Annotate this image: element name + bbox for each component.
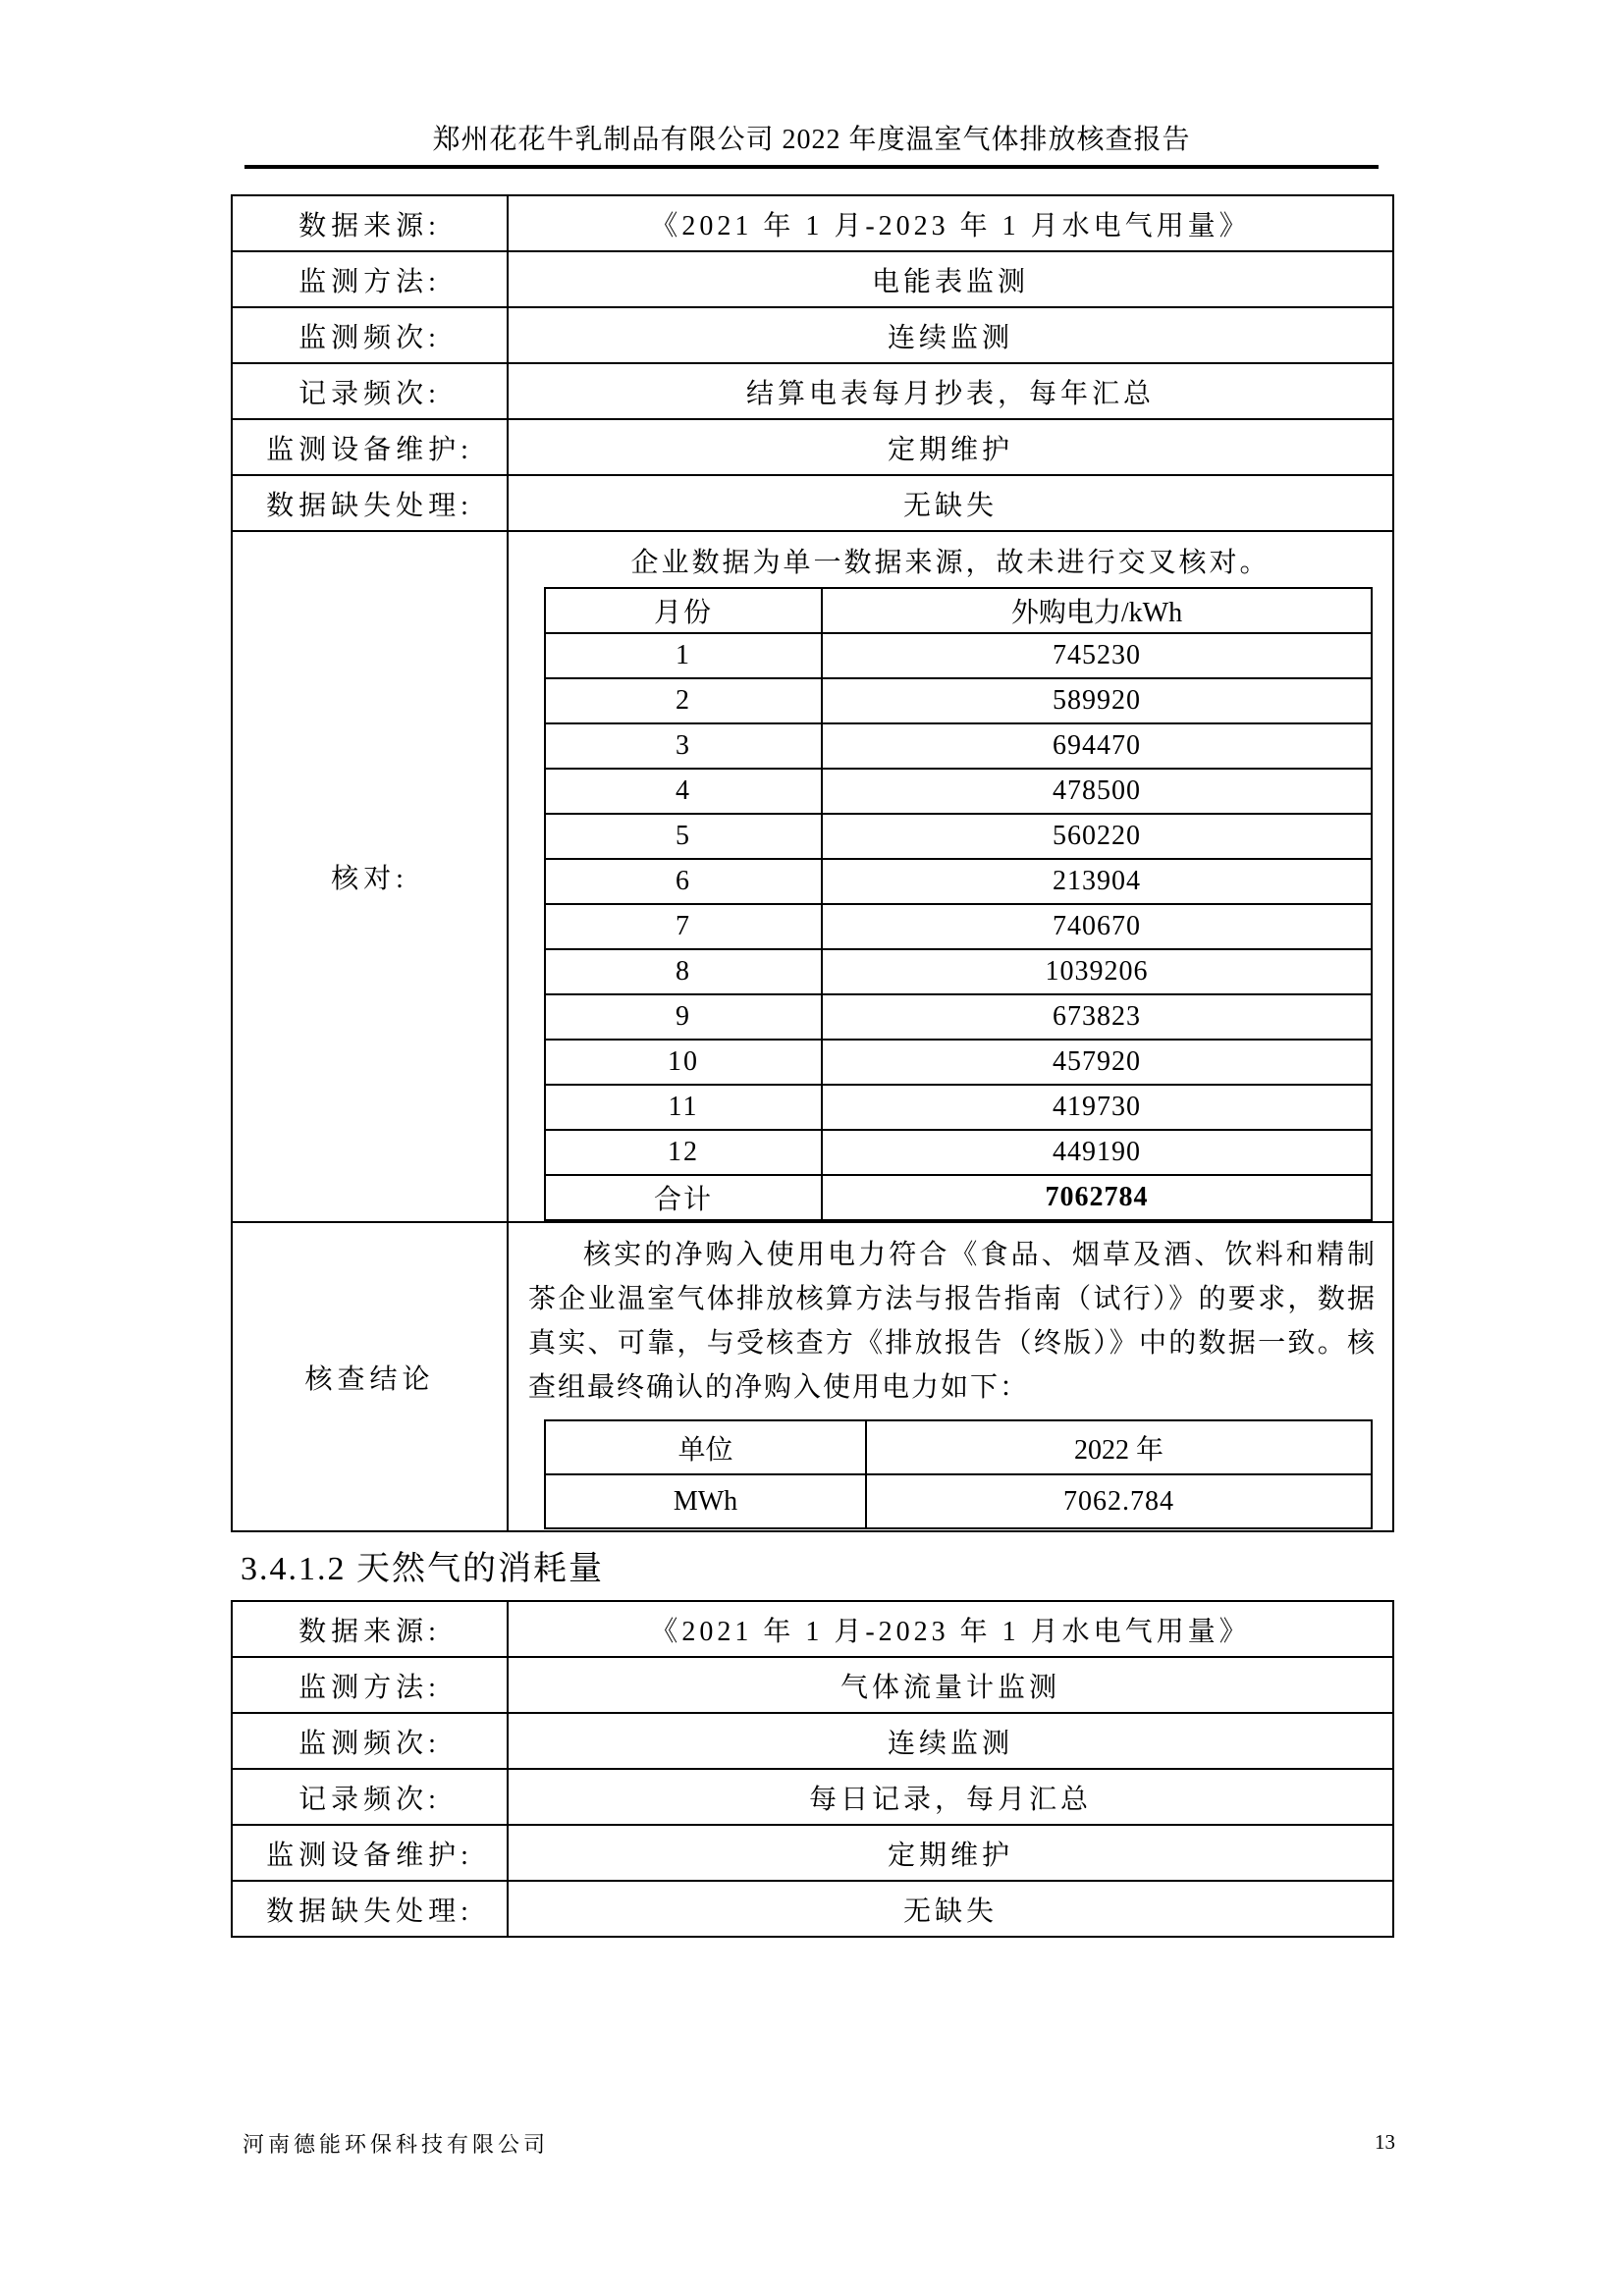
summary-header-row	[545, 1420, 1372, 1474]
year-column-header: 2022 年	[866, 1420, 1372, 1474]
kwh-cell: 694470	[822, 723, 1372, 769]
month-cell: 3	[545, 723, 822, 769]
cross-check-label: 核对:	[232, 531, 508, 1222]
summary-data-row	[545, 1474, 1372, 1528]
kwh-cell: 478500	[822, 769, 1372, 814]
monthly-data-row	[545, 1040, 1372, 1085]
total-kwh-value: 7062784	[822, 1175, 1372, 1220]
month-cell: 8	[545, 949, 822, 994]
row-label: 数据缺失处理:	[232, 1881, 508, 1937]
row-value: 《2021 年 1 月-2023 年 1 月水电气用量》	[508, 195, 1393, 251]
row-label: 监测频次:	[232, 307, 508, 363]
kwh-cell: 449190	[822, 1130, 1372, 1175]
table-row	[232, 251, 1393, 307]
confirmed-electricity-table	[544, 1419, 1373, 1529]
table-row	[232, 1657, 1393, 1713]
month-cell: 7	[545, 904, 822, 949]
mwh-value-cell: 7062.784	[866, 1474, 1372, 1528]
table-row	[232, 1601, 1393, 1657]
row-value: 定期维护	[508, 419, 1393, 475]
footer-company-name: 河南德能环保科技有限公司	[243, 2132, 550, 2157]
row-value: 连续监测	[508, 307, 1393, 363]
table-row	[232, 1713, 1393, 1769]
row-value: 结算电表每月抄表，每年汇总	[508, 363, 1393, 419]
row-value: 连续监测	[508, 1713, 1393, 1769]
month-cell: 1	[545, 633, 822, 678]
kwh-cell: 560220	[822, 814, 1372, 859]
month-cell: 10	[545, 1040, 822, 1085]
row-label: 监测方法:	[232, 251, 508, 307]
unit-cell: MWh	[545, 1474, 866, 1528]
cross-check-note: 企业数据为单一数据来源，故未进行交叉核对。	[630, 548, 1271, 578]
monthly-data-row	[545, 1085, 1372, 1130]
month-cell: 2	[545, 678, 822, 723]
table-row	[232, 419, 1393, 475]
cross-check-content	[508, 531, 1393, 1222]
row-value: 气体流量计监测	[508, 1657, 1393, 1713]
month-cell: 9	[545, 994, 822, 1040]
table-row	[232, 1881, 1393, 1937]
row-value: 每日记录，每月汇总	[508, 1769, 1393, 1825]
unit-column-header: 单位	[545, 1420, 866, 1474]
row-value: 无缺失	[508, 1881, 1393, 1937]
row-label: 监测方法:	[232, 1657, 508, 1713]
monthly-data-row	[545, 859, 1372, 904]
document-header-title: 郑州花花牛乳制品有限公司 2022 年度温室气体排放核查报告	[432, 125, 1191, 155]
table-row	[232, 195, 1393, 251]
row-label: 监测频次:	[232, 1713, 508, 1769]
month-cell: 6	[545, 859, 822, 904]
row-label: 记录频次:	[232, 1769, 508, 1825]
table-row	[232, 475, 1393, 531]
month-column-header: 月份	[545, 588, 822, 633]
row-label: 监测设备维护:	[232, 1825, 508, 1881]
conclusion-label: 核查结论	[232, 1222, 508, 1531]
monthly-electricity-table	[544, 587, 1373, 1221]
row-value: 电能表监测	[508, 251, 1393, 307]
footer-page-number: 13	[1375, 2130, 1395, 2154]
kwh-cell: 673823	[822, 994, 1372, 1040]
row-value: 定期维护	[508, 1825, 1393, 1881]
row-label: 数据缺失处理:	[232, 475, 508, 531]
monthly-data-row	[545, 769, 1372, 814]
kwh-cell: 1039206	[822, 949, 1372, 994]
kwh-cell: 213904	[822, 859, 1372, 904]
row-label: 数据来源:	[232, 195, 508, 251]
value-column-header: 外购电力/kWh	[822, 588, 1372, 633]
table-row	[232, 1825, 1393, 1881]
total-label: 合计	[545, 1175, 822, 1220]
kwh-cell: 419730	[822, 1085, 1372, 1130]
row-label: 数据来源:	[232, 1601, 508, 1657]
table-row	[232, 307, 1393, 363]
monthly-data-row	[545, 1130, 1372, 1175]
section-heading-natural-gas: 3.4.1.2 天然气的消耗量	[241, 1551, 604, 1587]
electricity-monitoring-table	[231, 194, 1394, 1532]
kwh-cell: 457920	[822, 1040, 1372, 1085]
cross-check-row	[232, 531, 1393, 1222]
row-label: 监测设备维护:	[232, 419, 508, 475]
row-value: 无缺失	[508, 475, 1393, 531]
conclusion-content	[508, 1222, 1393, 1531]
monthly-total-row	[545, 1175, 1372, 1220]
monthly-data-row	[545, 904, 1372, 949]
monthly-header-row	[545, 588, 1372, 633]
table-row	[232, 1769, 1393, 1825]
kwh-cell: 745230	[822, 633, 1372, 678]
monthly-data-row	[545, 678, 1372, 723]
month-cell: 11	[545, 1085, 822, 1130]
monthly-data-row	[545, 814, 1372, 859]
table-row	[232, 363, 1393, 419]
month-cell: 12	[545, 1130, 822, 1175]
conclusion-paragraph: 核实的净购入使用电力符合《食品、烟草及酒、饮料和精制茶企业温室气体排放核算方法与报告指南（试行）》的要求，数据真实、可靠，与受核查方《排放报告（终版）》中的数据一致。核查组最终确认的净购入使用电力如下：	[528, 1240, 1377, 1403]
kwh-cell: 589920	[822, 678, 1372, 723]
monthly-data-row	[545, 633, 1372, 678]
kwh-cell: 740670	[822, 904, 1372, 949]
monthly-data-row	[545, 723, 1372, 769]
gas-monitoring-table	[231, 1600, 1394, 1938]
header-divider-rule	[244, 165, 1379, 169]
monthly-data-row	[545, 949, 1372, 994]
month-cell: 5	[545, 814, 822, 859]
row-value: 《2021 年 1 月-2023 年 1 月水电气用量》	[508, 1601, 1393, 1657]
row-label: 记录频次:	[232, 363, 508, 419]
conclusion-row	[232, 1222, 1393, 1531]
month-cell: 4	[545, 769, 822, 814]
monthly-data-row	[545, 994, 1372, 1040]
